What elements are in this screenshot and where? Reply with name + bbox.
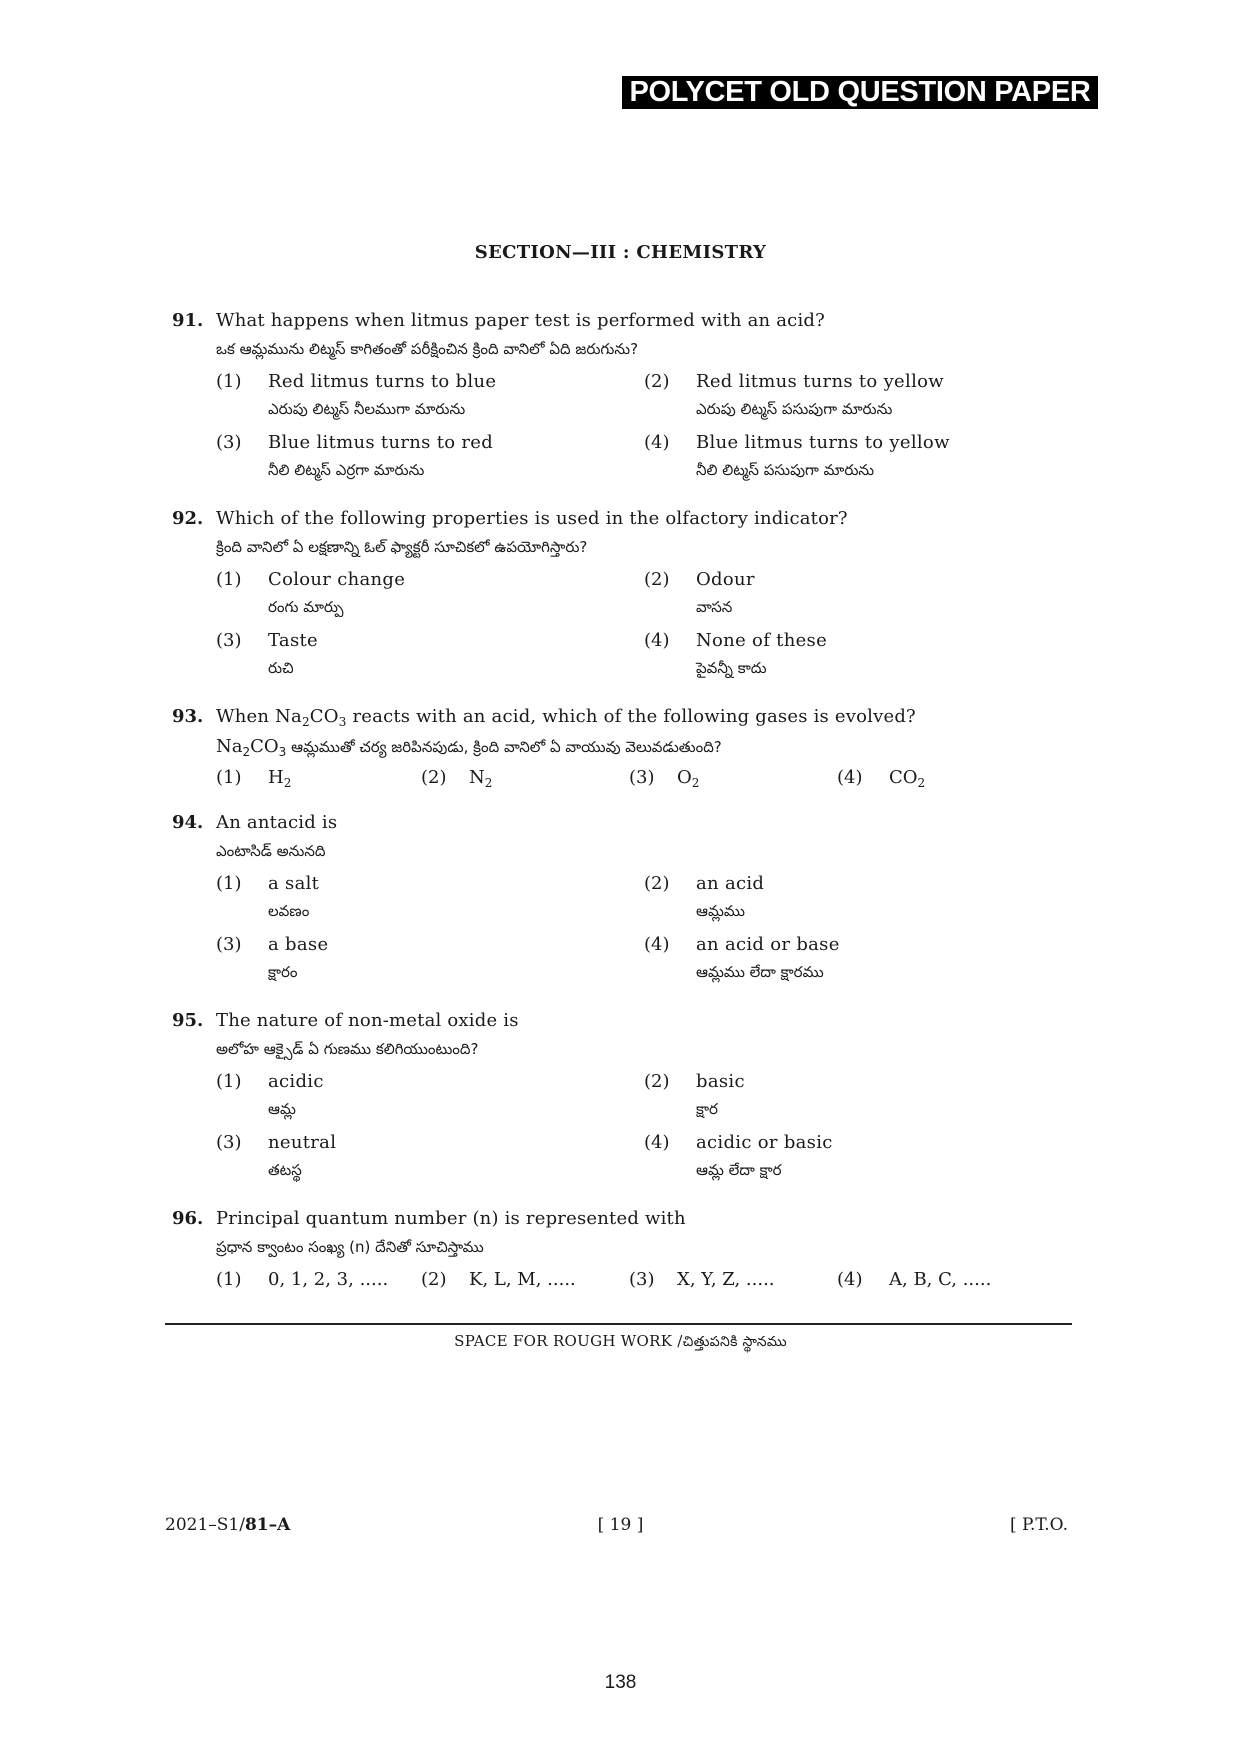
question-number: 91. [172,310,204,331]
option-text-te: ఆమ్ల లేదా క్షార [696,1161,782,1179]
question-number: 94. [172,812,204,833]
option-text-te: ఎరుపు లిట్మస్ పసుపుగా మారును [696,400,893,418]
option-text-te: రుచి [268,659,294,677]
question-text-te: ఎంటాసిడ్ అనునది [216,842,326,860]
option-text-en: Odour [696,569,755,590]
option-number: (3) [216,934,242,955]
question-number: 93. [172,706,204,727]
option-text-en: Red litmus turns to blue [268,371,497,392]
option-number: (2) [644,569,670,590]
option-text-en: $CO_2$ [889,767,926,790]
option-text-en: $H_2$ [268,767,292,790]
option-text-en: Blue litmus turns to red [268,432,494,453]
question-text-te: $Na_2CO_3$ ఆమ్లముతో చర్య జరిపినపుడు, క్రింది వానిలో ఏ వాయువు వెలువడుతుంది? [216,736,722,759]
option-text-te: పైవన్నీ కాదు [696,659,767,677]
option-number: (1) [216,371,242,392]
option-text-en: basic [696,1071,745,1092]
option-number: (2) [644,873,670,894]
divider [165,1323,1072,1325]
option-number: (1) [216,767,242,788]
question-text-en: An antacid is [216,812,338,833]
question-text-en: Principal quantum number (n) is represented with [216,1208,686,1229]
option-text-en: 0, 1, 2, 3, ..... [268,1269,389,1290]
option-text-te: ఆమ్ల [268,1100,296,1118]
option-number: (4) [644,934,670,955]
option-number: (3) [216,630,242,651]
page-number: 138 [604,1672,637,1693]
option-number: (3) [629,1269,655,1290]
option-number: (4) [644,630,670,651]
option-number: (4) [644,432,670,453]
option-text-te: ఎరుపు లిట్మస్ నీలముగా మారును [268,400,466,418]
option-number: (2) [421,767,447,788]
option-text-te: ఆమ్లము లేదా క్షారము [696,963,824,981]
option-number: (1) [216,569,242,590]
option-number: (3) [216,432,242,453]
option-text-te: క్షార [696,1100,718,1118]
option-number: (1) [216,1071,242,1092]
option-text-en: A, B, C, ..... [889,1269,992,1290]
option-text-en: Taste [268,630,318,651]
option-text-en: X, Y, Z, ..... [677,1269,775,1290]
question-text-en: When $Na_2CO_3$ reacts with an acid, which of the following gases is evolved? [216,706,916,729]
option-text-en: an acid [696,873,765,894]
option-number: (4) [837,767,863,788]
option-text-en: an acid or base [696,934,840,955]
option-number: (2) [644,371,670,392]
question-text-te: ప్రధాన క్వాంటం సంఖ్య (n) దేనితో సూచిస్తాము [216,1238,484,1256]
question-text-te: ఒక ఆమ్లమును లిట్మస్ కాగితంతో పరీక్షించిన క్రింది వానిలో ఏది జరుగును? [216,340,639,358]
question-number: 92. [172,508,204,529]
option-text-en: Blue litmus turns to yellow [696,432,950,453]
option-text-en: a salt [268,873,320,894]
section-title: SECTION—III : CHEMISTRY [474,242,767,263]
question-text-en: What happens when litmus paper test is performed with an acid? [216,310,825,331]
page-indicator: [ 19 ] [597,1515,644,1535]
option-number: (1) [216,1269,242,1290]
option-number: (4) [644,1132,670,1153]
option-number: (3) [216,1132,242,1153]
option-text-en: Red litmus turns to yellow [696,371,944,392]
question-text-te: అలోహ ఆక్సైడ్ ఏ గుణము కలిగియుంటుంది? [216,1040,479,1058]
option-number: (3) [629,767,655,788]
option-text-te: క్షారం [268,963,298,981]
option-text-en: $O_2$ [677,767,700,790]
rough-work-label: SPACE FOR ROUGH WORK /చిత్తుపనికి స్థానము [454,1332,787,1350]
option-text-en: neutral [268,1132,337,1153]
option-text-te: తటస్థ [268,1161,302,1179]
option-text-en: acidic or basic [696,1132,833,1153]
option-text-en: Colour change [268,569,406,590]
option-text-te: రంగు మార్పు [268,598,344,616]
option-text-en: K, L, M, ..... [469,1269,576,1290]
option-text-te: నీలి లిట్మస్ ఎర్రగా మారును [268,461,425,479]
option-text-en: acidic [268,1071,324,1092]
option-number: (2) [644,1071,670,1092]
option-text-en: $N_2$ [469,767,493,790]
pto-label: [ P.T.O. [1010,1515,1069,1535]
question-text-en: The nature of non-metal oxide is [216,1010,519,1031]
option-text-te: వాసన [696,598,733,616]
question-text-en: Which of the following properties is used in the olfactory indicator? [216,508,848,529]
option-text-te: నీలి లిట్మస్ పసుపుగా మారును [696,461,875,479]
option-text-en: None of these [696,630,828,651]
question-number: 95. [172,1010,204,1031]
option-text-te: ఆమ్లము [696,902,745,920]
option-text-en: a base [268,934,329,955]
paper-code: 2021–S1/81–A [165,1515,291,1535]
question-number: 96. [172,1208,204,1229]
option-number: (4) [837,1269,863,1290]
option-text-te: లవణం [268,902,310,920]
option-number: (2) [421,1269,447,1290]
question-text-te: క్రింది వానిలో ఏ లక్షణాన్ని ఓల్ ఫ్యాక్టరీ సూచికలో ఉపయోగిస్తారు? [216,538,588,556]
header-banner: POLYCET OLD QUESTION PAPER [622,76,1098,109]
option-number: (1) [216,873,242,894]
